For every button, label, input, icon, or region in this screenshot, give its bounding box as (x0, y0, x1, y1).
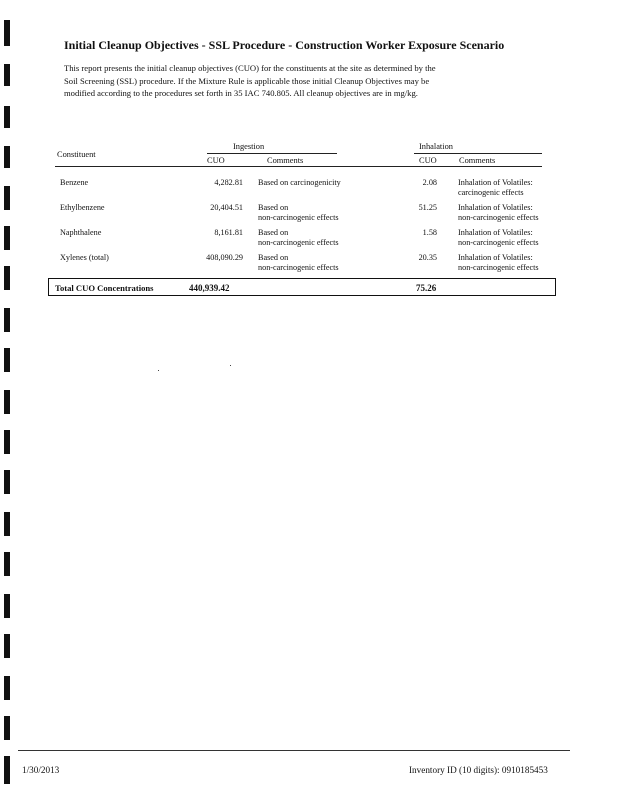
constituent-cell: Ethylbenzene (60, 203, 105, 212)
binding-mark (4, 470, 10, 494)
intro-line: Soil Screening (SSL) procedure. If the Mixture Rule is applicable those initial Cleanup Objectives may be (64, 75, 430, 86)
inhalation-comment-cell: Inhalation of Volatiles: (458, 178, 533, 187)
inhalation-group-header: Inhalation (419, 142, 453, 151)
inhalation-cuo-cell: 1.58 (422, 228, 437, 237)
footer-inventory-id: Inventory ID (10 digits): 0910185453 (409, 765, 548, 775)
scan-speck (158, 370, 159, 371)
constituent-cell: Benzene (60, 178, 89, 187)
intro-line: This report presents the initial cleanup objectives (CUO) for the constituents at the site as determined by the (64, 63, 436, 73)
binding-mark (4, 266, 10, 290)
ingestion-comment-cell: non-carcinogenic effects (258, 238, 339, 247)
inhalation-cuo-cell: 2.08 (422, 178, 437, 187)
binding-mark (4, 146, 10, 168)
ingestion-comment-cell: Based on (258, 228, 289, 237)
ingestion-group-header: Ingestion (233, 142, 265, 151)
ingestion-comment-cell: non-carcinogenic effects (258, 263, 339, 272)
header-underline (55, 166, 542, 167)
inhalation-comment-cell: carcinogenic effects (458, 188, 524, 197)
ingestion-comment-cell: Based on carcinogenicity (258, 178, 341, 187)
binding-mark (4, 676, 10, 700)
binding-mark (4, 390, 10, 414)
constituent-header: Constituent (57, 150, 96, 159)
inhalation-comment-cell: Inhalation of Volatiles: (458, 203, 533, 212)
binding-mark (4, 106, 10, 128)
ingestion-comment-cell: Based on (258, 203, 289, 212)
total-inhalation-cuo: 75.26 (416, 283, 437, 293)
binding-mark (4, 348, 10, 372)
inhalation-cuo-cell: 20.35 (418, 253, 437, 262)
inhalation-comment-cell: non-carcinogenic effects (458, 263, 539, 272)
inhalation-comment-cell: Inhalation of Volatiles: (458, 253, 533, 262)
total-label: Total CUO Concentrations (55, 283, 154, 293)
inhalation-comments-header: Comments (459, 156, 496, 165)
inhalation-comment-cell: non-carcinogenic effects (458, 238, 539, 247)
binding-mark (4, 634, 10, 658)
ingestion-cuo-cell: 20,404.51 (210, 203, 243, 212)
binding-mark (4, 20, 10, 46)
total-ingestion-cuo: 440,939.42 (189, 283, 230, 293)
page-title: Initial Cleanup Objectives - SSL Procedure - Construction Worker Exposure Scenario (64, 38, 505, 52)
footer-date: 1/30/2013 (22, 765, 60, 775)
binding-mark (4, 64, 10, 86)
inhalation-cuo-header: CUO (419, 156, 437, 165)
ingestion-cuo-cell: 4,282.81 (214, 178, 243, 187)
binding-mark (4, 512, 10, 536)
ingestion-comment-cell: non-carcinogenic effects (258, 213, 339, 222)
binding-mark (4, 552, 10, 576)
inhalation-comment-cell: non-carcinogenic effects (458, 213, 539, 222)
ingestion-comments-header: Comments (267, 156, 304, 165)
ingestion-comment-cell: Based on (258, 253, 289, 262)
ingestion-cuo-cell: 408,090.29 (206, 253, 243, 262)
binding-mark (4, 226, 10, 250)
scan-speck (230, 365, 231, 366)
binding-mark (4, 430, 10, 454)
ingestion-cuo-cell: 8,161.81 (214, 228, 243, 237)
binding-mark (4, 594, 10, 618)
intro-line: modified according to the procedures set forth in 35 IAC 740.805. All cleanup objectives are in mg/kg. (64, 88, 418, 98)
inhalation-header-rule (414, 153, 542, 154)
binding-mark (4, 716, 10, 740)
intro-paragraph (64, 62, 534, 100)
inhalation-comment-cell: Inhalation of Volatiles: (458, 228, 533, 237)
binding-mark (4, 308, 10, 332)
binding-mark (4, 186, 10, 210)
constituent-cell: Naphthalene (60, 228, 102, 237)
ingestion-cuo-header: CUO (207, 156, 225, 165)
constituent-cell: Xylenes (total) (60, 253, 109, 262)
binding-mark (4, 756, 10, 784)
footer-rule (18, 750, 570, 751)
inhalation-cuo-cell: 51.25 (418, 203, 437, 212)
ingestion-header-rule (207, 153, 337, 154)
total-row (48, 278, 556, 296)
